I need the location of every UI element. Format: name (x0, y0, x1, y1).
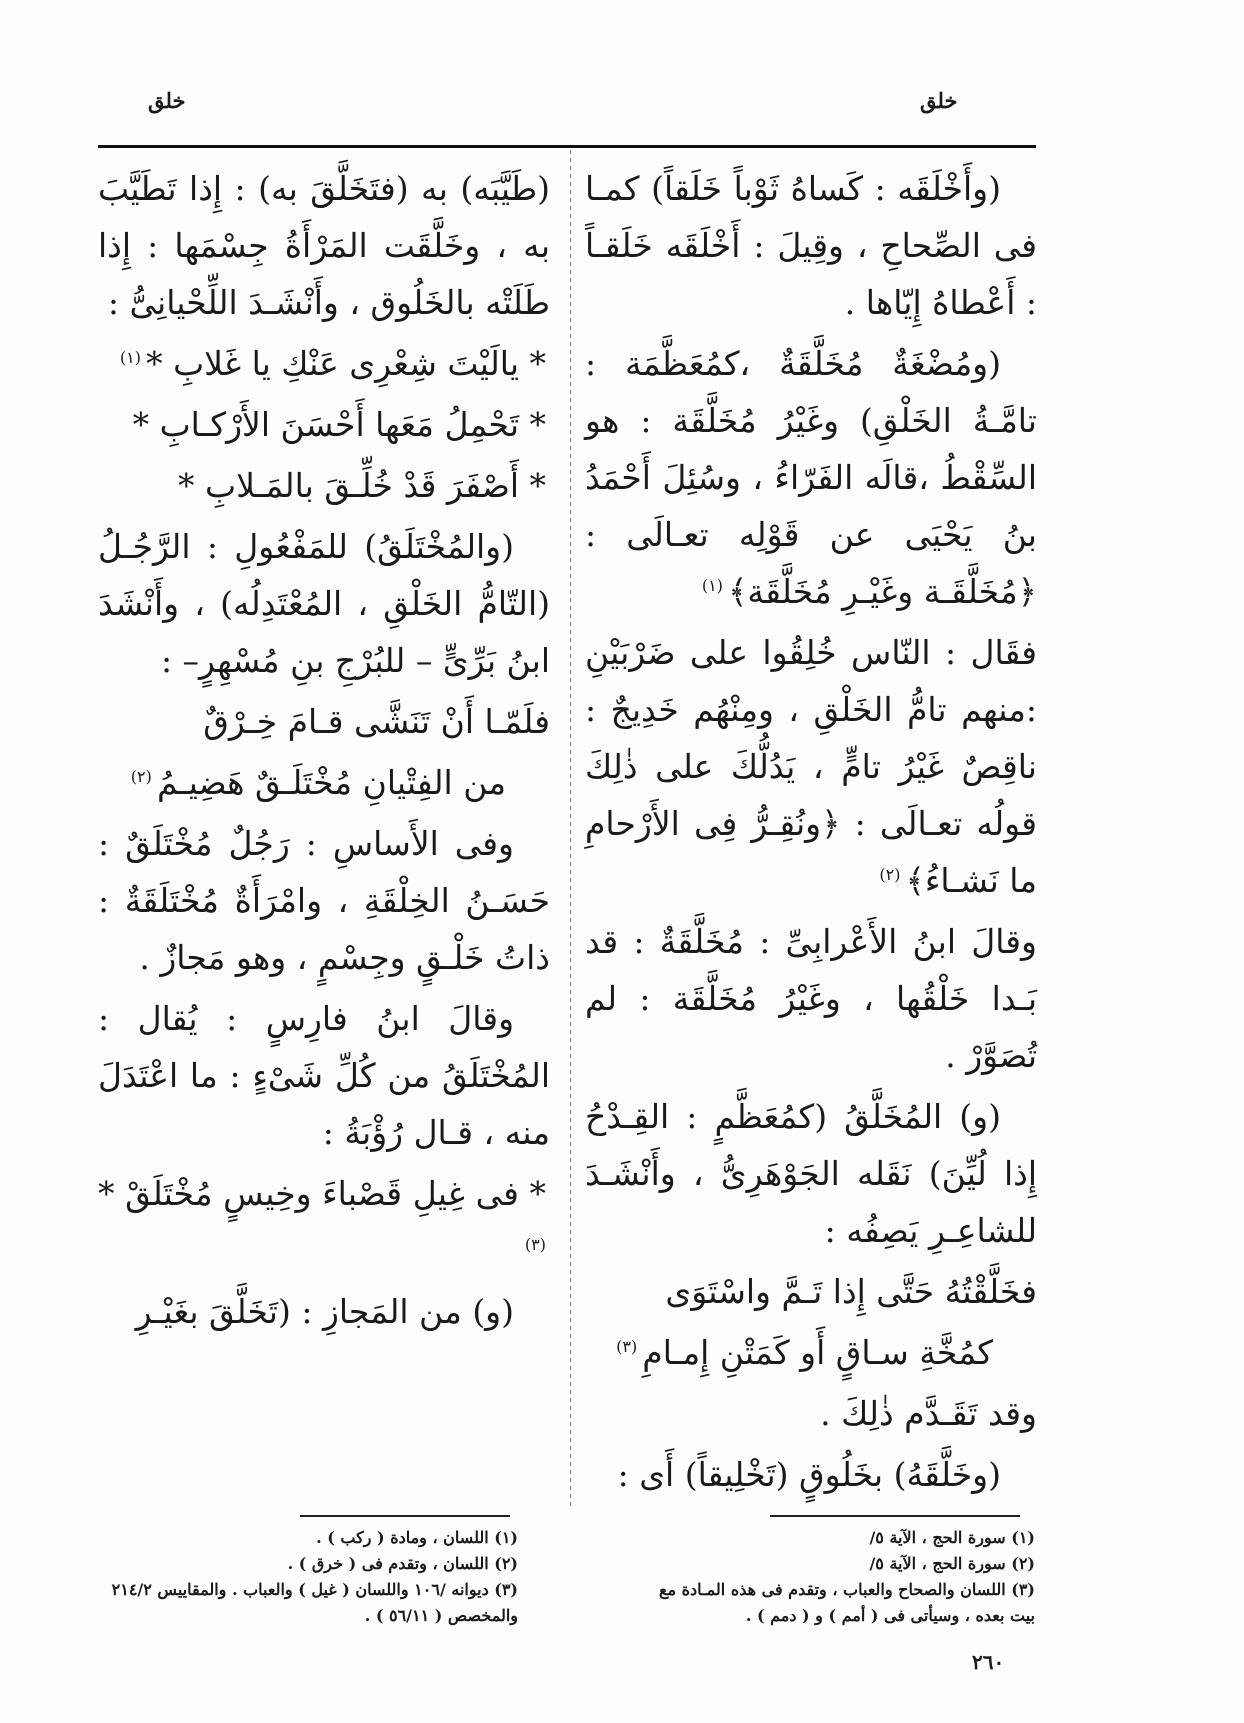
footnote-marker: (٣) (616, 1337, 643, 1356)
paragraph (98, 1283, 550, 1340)
verse-line (98, 396, 550, 453)
block-text: (وخَلَّقَهُ) بخَلُوقٍ (تَخْلِيقاً) أَى : (617, 1455, 1001, 1494)
footnote-marker: (٣) (524, 1235, 546, 1254)
paragraph (585, 335, 1037, 620)
footnote-rule-right (770, 1515, 1020, 1517)
paragraph (585, 624, 1037, 909)
paragraph (585, 1088, 1037, 1259)
verse-line (98, 754, 550, 811)
block-text: وقالَ ابنُ الأَعْرابِىِّ : مُخَلَّقَةٌ : قد بَـدا خَلْقُها ، وغَيْرُ مُخَلَّقَة : لم تُصَوَّرْ . (585, 922, 1037, 1075)
footnotes-left (98, 1525, 518, 1629)
block-text: فخَلَّقْتُهُ حَتَّى إِذا تَـمَّ واسْتَوَى (665, 1272, 1037, 1311)
block-text: (ومُضْغَةٌ مُخَلَّقَةٌ ،كمُعَظَّمَة : تامَّـةُ الخَلْقِ) وغَيْرُ مُخَلَّقَة : هو السِّقْطُ ،قالَه الفَرّاءُ ، وسُئِلَ أَحْمَدُ بنُ يَحْيَى عن قَوْلِه تعـالَى :﴿مُخَلَّقَـة وغَيْـرِ مُخَلَّقَة﴾ (585, 344, 1037, 611)
block-text: وقالَ ابنُ فارِسٍ : يُقال : المُخْتَلَقُ من كُلِّ شَىْءٍ : ما اعْتَدَلَ منه ، قـال رُؤْبَةُ : (98, 999, 550, 1152)
running-head-left: خلق (148, 88, 186, 113)
block-text: (طَيَّبَه) به (فتَخَلَّقَ به) : إِذا تَطَيَّبَ به ، وخَلَّقَت المَرْأَةُ جِسْمَها : إِذا طَلَتْه بالخَلُوق ، وأَنْشَـدَ اللِّحْيانِىُّ : (98, 169, 550, 322)
block-text: وفى الأَساسِ : رَجُلٌ مُخْتَلَقٌ : حَسَـنُ الخِلْقَةِ ، وامْرَأَةٌ مُخْتَلَقَةٌ : ذاتُ خَلْـقٍ وجِسْمٍ ، وهو مَجازٌ . (98, 824, 550, 977)
footnote-marker: (٢) (130, 767, 157, 786)
footnote: (٣) ديوانه /١٠٦ واللسان ( غيل ) والعباب . والمقاييس ٢١٤/٢ والمخصص ( ٥٦/١١ ) . (111, 1580, 518, 1625)
footnote: (٢) سورة الحج ، الآية ٥/ (869, 1554, 1035, 1573)
right-column (585, 160, 1037, 1507)
verse-line (585, 1263, 1037, 1320)
block-text: من الفِتْيانِ مُخْتَلَـقٌ هَضِيـمُ (156, 763, 506, 802)
block-text: * تَحْمِلُ مَعَها أَحْسَنَ الأَرْكـابِ * (132, 405, 546, 444)
block-text: * أَصْفَرَ قَدْ خُلِّـقَ بالمَـلابِ * (178, 466, 546, 505)
block-text: * يالَيْتَ شِعْرِى عَنْكِ يا غَلابِ * (146, 344, 546, 383)
verse-line (98, 1165, 550, 1279)
block-text: (والمُخْتَلَقُ) للمَفْعُولِ : الرَّجُـلُ (التّامُّ الخَلْقِ ، المُعْتَدِلُه) ، وأَنْشَدَ ابنُ بَرِّىٍّ – للبُرْجِ بنِ مُسْهِرٍ– : (98, 527, 550, 680)
verse-line (585, 1324, 1037, 1381)
block-text: فلَمّـا أَنْ تَنَشَّى قـامَ خِـرْقٌ (203, 702, 550, 741)
paragraph (585, 1446, 1037, 1503)
footnote: (٣) اللسان والصحاح والعباب ، وتقدم فى هذه المـادة مع بيت بعده ، وسيأتى فى ( أمم ) و ( دمم ) . (658, 1580, 1035, 1625)
block-text: وقد تَقَـدَّم ذٰلِكَ . (820, 1394, 1037, 1433)
footnotes-right (650, 1525, 1035, 1629)
paragraph (98, 815, 550, 986)
header-rule (98, 145, 1036, 148)
paragraph (98, 160, 550, 331)
verse-line (98, 335, 550, 392)
block-text: (و) المُخَلَّقُ (كمُعَظَّمٍ : القِـدْحُ إِذا لُيِّنَ) نَقَله الجَوْهَرِىُّ ، وأَنْشَـدَ للشاعِـرِ يَصِفُه : (585, 1097, 1037, 1250)
running-head-right: خلق (920, 88, 958, 113)
footnote-marker: (١) (701, 576, 729, 595)
verse-line (98, 457, 550, 514)
block-text: (و) من المَجازِ : (تَخَلَّقَ بغَيْـرِ (135, 1292, 514, 1331)
paragraph (98, 518, 550, 689)
footnote: (١) اللسان ، ومادة ( ركب ) . (316, 1528, 518, 1547)
block-text: (وأَخْلَقَه : كَساهُ ثَوْباً خَلَقاً) كمـا فى الصِّحاحِ ، وقِيلَ : أَخْلَقَه خَلَقـاً : أَعْطاهُ إِيّاها . (585, 169, 1037, 322)
paragraph (585, 913, 1037, 1084)
verse-line (98, 693, 550, 750)
block-text: كمُخَّةِ سـاقٍ أَو كَمَتْنِ إِمـامِ (642, 1333, 993, 1372)
column-separator (570, 150, 571, 1510)
page-number: ٢٦٠ (972, 1650, 1005, 1674)
paragraph (585, 160, 1037, 331)
footnote: (٢) اللسان ، وتقدم فى ( خرق ) . (287, 1554, 518, 1573)
footnote: (١) سورة الحج ، الآية ٥/ (869, 1528, 1035, 1547)
left-column (98, 160, 550, 1344)
paragraph (98, 990, 550, 1161)
verse-line (585, 1385, 1037, 1442)
block-text: * فى غِيلِ قَصْباءَ وخِيسٍ مُخْتَلَقْ * (98, 1174, 546, 1213)
footnote-marker: (١) (119, 348, 147, 367)
footnote-rule-left (300, 1515, 510, 1517)
block-text: فقَال : النّاس خُلِقُوا على ضَرْبَيْنِ :منهم تامُّ الخَلْقِ ، ومِنْهُم خَدِيجٌ : ناقِصٌ غَيْرُ تامٍّ ، يَدُلُّكَ على ذٰلِكَ قولُه تعـالَى : ﴿ونُقِـرُّ فِى الأَرْحامِ ما نَشـاءُ﴾ (585, 633, 1037, 900)
footnote-marker: (٢) (879, 865, 906, 884)
